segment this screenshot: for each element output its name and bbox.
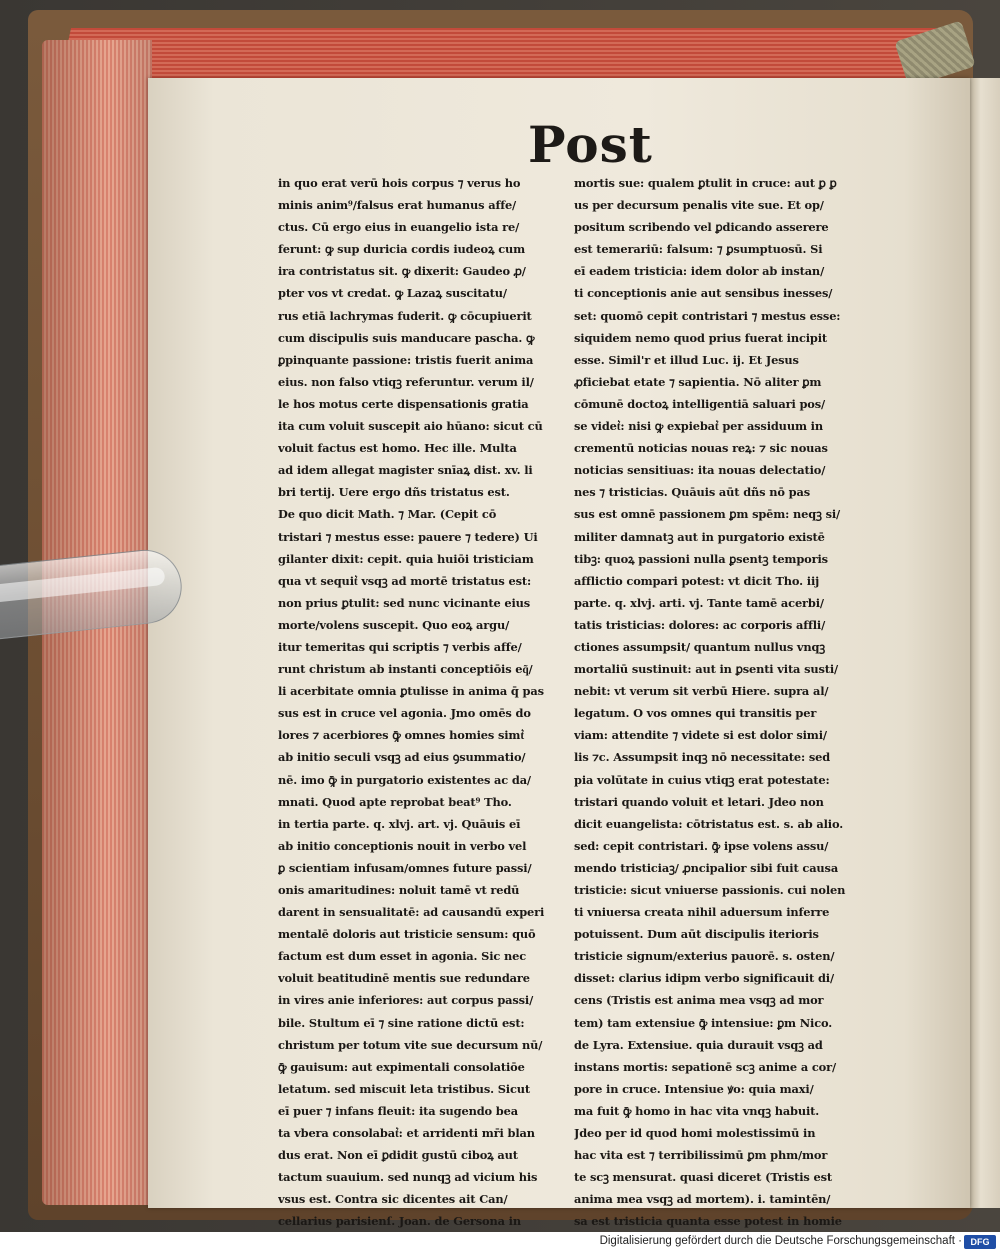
text-line: mendo tristiciaꝫ/ ꝓncipalior sibi fuit causa xyxy=(574,860,839,875)
text-line: sus est omnē passionem ꝑm spēm: neqꝫ si/ xyxy=(574,507,841,522)
text-line: te scꝫ mensurat. quasi diceret (Tristis est xyxy=(574,1170,832,1185)
text-line: in vires anie inferiores: aut corpus passi/ xyxy=(278,993,534,1008)
text-line: est temerariū: falsum: ⁊ ꝑsumptuosū. Si xyxy=(574,242,823,257)
text-line: ctiones assumpsit/ quantum nullus vnqꝫ xyxy=(574,639,825,654)
text-line: ma fuit ꝙ̄ homo in hac vita vnqꝫ habuit. xyxy=(574,1103,820,1118)
text-line: tatis tristicias: dolores: ac corporis affli/ xyxy=(574,617,826,632)
text-line: letatum. sed miscuit leta tristibus. Sicut xyxy=(278,1081,530,1096)
text-line: non prius ꝑtulit: sed nunc vicinante eius xyxy=(278,595,531,610)
text-line: tristicie: sicut vniuerse passionis. cui nolen xyxy=(574,883,846,897)
text-column-left xyxy=(278,172,564,1232)
text-line: sus est in cruce vel agonia. Jmo omēs do xyxy=(278,706,531,721)
text-line: ꝑpinquante passione: tristis fuerit anima xyxy=(278,352,534,367)
text-line: sed: cepit contristari. ꝙ̄ ipse volens assu/ xyxy=(574,838,829,853)
text-line: factum est dum esset in agonia. Sic nec xyxy=(278,949,526,964)
text-line: mortis sue: qualem ꝑtulit in cruce: aut ꝑ ꝑ xyxy=(574,176,837,190)
text-line: legatum. O vos omnes qui transitis per xyxy=(574,706,817,721)
text-line: anima mea vsqꝫ ad mortem). i. tamintēn/ xyxy=(574,1192,831,1207)
text-line: ita cum voluit suscepit aio hūano: sicut cū xyxy=(278,419,543,434)
text-line: christum per totum vite sue decursum nū/ xyxy=(278,1037,543,1052)
text-line: qua vt sequit͛ vsqꝫ ad mortē tristatus est: xyxy=(278,573,532,588)
text-line: nē. imo ꝙ̄ in purgatorio existentes ac da/ xyxy=(278,772,531,787)
text-line: vsus est. Contra sic dicentes ait Can/ xyxy=(278,1192,508,1207)
facing-page-edge xyxy=(968,78,1000,1208)
text-line: cellarius parisienſ. Joan. de Gersona in xyxy=(278,1214,521,1229)
text-line: darent in sensualitatē: ad causandū experi xyxy=(278,905,545,920)
text-line: ferunt: ꝙ sup duricia cordis iudeoꝝ cum xyxy=(278,242,526,257)
text-line: esse. Simil'r et illud Luc. ij. Et Jesus xyxy=(574,352,799,367)
text-line: eius. non falso vtiqꝫ referuntur. verum il/ xyxy=(278,374,534,389)
text-line: cum discipulis suis manducare pascha. ꝙ xyxy=(278,330,535,345)
text-line: nes ⁊ tristicias. Quāuis aūt dñs nō pas xyxy=(574,485,810,500)
text-line: tristicie signum/exterius pauorē. s. osten/ xyxy=(574,949,835,964)
text-line: mnati. Quod apte reprobat beat⁹ Tho. xyxy=(278,794,512,809)
text-line: ctus. Cū ergo eius in euangelio ista re/ xyxy=(278,220,520,235)
text-line: runt christum ab instanti conceptiōis eq͂/ xyxy=(278,662,533,677)
text-line: De quo dicit Math. ⁊ Mar. (Cepit cō xyxy=(278,507,497,522)
text-line: cōmunē doctoꝝ intelligentiā saluari pos/ xyxy=(574,396,826,411)
text-line: us per decursum penalis vite sue. Et op/ xyxy=(574,198,824,213)
text-line: onis amaritudines: noluit tamē vt redū xyxy=(278,883,520,897)
page-edges-top xyxy=(60,28,951,80)
text-line: ti conceptionis anie aut sensibus inesses/ xyxy=(574,286,833,301)
text-line: ꝑ scientiam infusam/omnes future passi/ xyxy=(278,860,532,875)
text-line: mortaliū sustinuit: aut in ꝑsenti vita susti/ xyxy=(574,662,839,677)
text-line: se videt͛: nisi ꝙ expiebat͛ per assiduum in xyxy=(574,419,823,434)
text-line: Jdeo per id quod homi molestissimū in xyxy=(574,1126,816,1141)
text-line: morte/volens suscepit. Quo eoꝝ argu/ xyxy=(278,617,510,632)
text-line: viam: attendite ⁊ videte si est dolor simi/ xyxy=(574,728,827,743)
text-line: ta vbera consolabat͛: et arridenti mr̄i blan xyxy=(278,1126,535,1141)
text-line: noticias sensitiuas: ita nouas delectatio/ xyxy=(574,463,826,478)
text-line: eī puer ⁊ infans fleuit: ita sugendo bea xyxy=(278,1103,518,1118)
text-line: ab initio conceptionis nouit in verbo vel xyxy=(278,838,527,853)
text-line: disset: clarius idipm verbo significauit di/ xyxy=(574,971,834,986)
text-line: ti vniuersa creata nihil aduersum inferre xyxy=(574,905,830,920)
text-line: eī eadem tristicia: idem dolor ab instan/ xyxy=(574,264,825,279)
text-line: crementū noticias nouas reꝝ: ⁊ sic nouas xyxy=(574,441,828,456)
text-line: minis anim⁹/falsus erat humanus affe/ xyxy=(278,198,517,213)
text-line: de Lyra. Extensiue. quia durauit vsqꝫ ad xyxy=(574,1037,823,1052)
text-line: dus erat. Non eī ꝑdidit gustū ciboꝝ aut xyxy=(278,1148,518,1163)
text-line: siquidem nemo quod prius fuerat incipit xyxy=(574,330,828,345)
text-column-right xyxy=(574,172,878,1232)
text-line: li acerbitate omnia ꝑtulisse in anima q̄ pas xyxy=(278,684,544,699)
text-line: rus etiā lachrymas fuderit. ꝙ cōcupiuerit xyxy=(278,308,532,323)
text-line: bri tertij. Uere ergo dñs tristatus est. xyxy=(278,485,510,500)
text-line: ꝓficiebat etate ⁊ sapientia. Nō aliter ꝑm xyxy=(574,374,822,389)
text-line: le hos motus certe dispensationis gratia xyxy=(278,396,529,411)
text-line: parte. q. xlvj. arti. vj. Tante tamē acerbi/ xyxy=(574,595,824,610)
text-line: ab initio seculi vsqꝫ ad eius ꝯsummatio/ xyxy=(278,750,526,765)
footer-bar xyxy=(0,1232,1000,1252)
text-line: nebit: vt verum sit verbū Hiere. supra al/ xyxy=(574,684,829,699)
text-line: pia volūtate in cuius vtiqꝫ erat potestate: xyxy=(574,772,830,787)
text-line: tibꝫ: quoꝝ passioni nulla ꝑsentꝫ temporis xyxy=(574,551,828,566)
text-line: in quo erat verū hois corpus ⁊ verus ho xyxy=(278,176,521,190)
funding-credit: Digitalisierung gefördert durch die Deutsche Forschungsgemeinschaft · xyxy=(599,1235,962,1247)
text-line: dicit euangelista: cōtristatus est. s. ab alio. xyxy=(574,816,844,831)
text-line: gilanter dixit: cepit. quia huiōi tristiciam xyxy=(278,551,534,566)
text-line: ad idem allegat magister snīaꝝ dist. xv. li xyxy=(278,463,533,478)
text-line: voluit factus est homo. Hec ille. Multa xyxy=(278,441,517,456)
text-line: set: quomō cepit contristari ⁊ mestus esse: xyxy=(574,308,841,323)
dfg-logo: DFG xyxy=(964,1235,996,1249)
text-line: mentalē doloris aut tristicie sensum: quō xyxy=(278,927,536,942)
text-line: cens (Tristis est anima mea vsqꝫ ad mor xyxy=(574,993,824,1008)
text-line: militer damnatꝫ aut in purgatorio existē xyxy=(574,529,825,544)
page-heading: Post xyxy=(528,115,653,174)
text-line: hac vita est ⁊ terribilissimū ꝑm phm/mor xyxy=(574,1148,828,1163)
text-line: lis ⁊c. Assumpsit inqꝫ nō necessitate: sed xyxy=(574,750,831,765)
text-line: lores ⁊ acerbiores ꝙ̄ omnes homies simt͛ xyxy=(278,728,524,743)
text-line: tristari ⁊ mestus esse: pauere ⁊ tedere) Ui xyxy=(278,529,538,544)
text-line: sa est tristicia quanta esse potest in homie xyxy=(574,1214,842,1229)
text-line: tactum suauium. sed nunqꝫ ad vicium his xyxy=(278,1170,538,1185)
text-line: ꝙ̄ gauisum: aut expimentali consolatiōe xyxy=(278,1059,525,1074)
text-line: ira contristatus sit. ꝙ dixerit: Gaudeo ꝓ/ xyxy=(278,264,526,279)
text-line: bile. Stultum eī ⁊ sine ratione dictū est: xyxy=(278,1015,525,1030)
text-line: itur temeritas qui scriptis ⁊ verbis affe/ xyxy=(278,639,522,654)
text-line: voluit beatitudinē mentis sue redundare xyxy=(278,971,530,986)
text-line: pter vos vt credat. ꝙ Lazaꝝ suscitatu/ xyxy=(278,286,507,301)
text-line: potuissent. Dum aūt discipulis iterioris xyxy=(574,927,819,942)
text-line: pore in cruce. Intensiue ꝟo: quia maxi/ xyxy=(574,1081,814,1096)
text-line: in tertia parte. q. xlvj. art. vj. Quāuis eī xyxy=(278,816,521,831)
text-line: instans mortis: sepationē scꝫ anime a cor/ xyxy=(574,1059,836,1074)
text-line: tristari quando voluit et letari. Jdeo non xyxy=(574,794,824,809)
text-line: positum scribendo vel ꝑdicando asserere xyxy=(574,220,829,235)
text-line: tem) tam extensiue ꝙ̄ intensiue: ꝑm Nico. xyxy=(574,1015,833,1030)
text-line: afflictio compari potest: vt dicit Tho. iij xyxy=(574,573,820,588)
page-clamp-highlight xyxy=(0,567,166,603)
